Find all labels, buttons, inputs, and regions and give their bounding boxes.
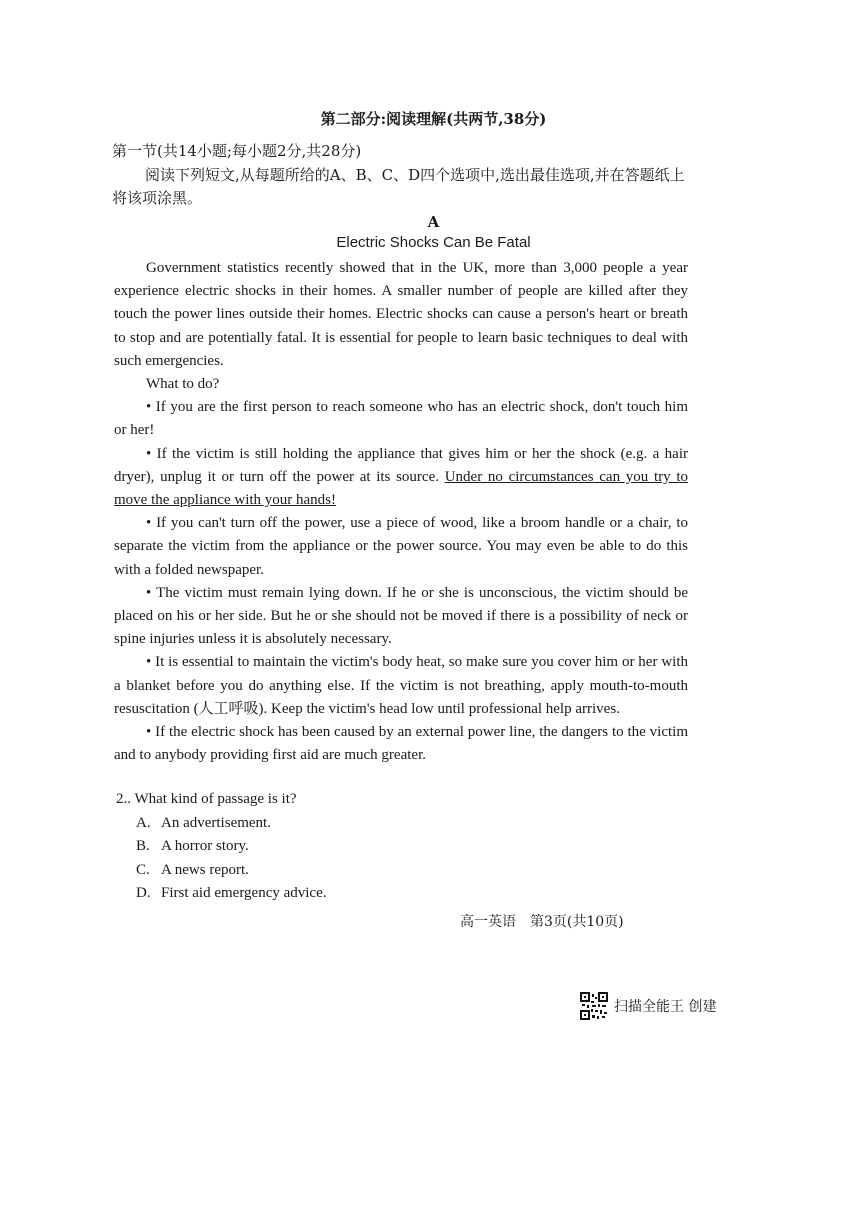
option-d [136,882,327,906]
bullet-text: If the victim is still holding the appliance that gives him or her the shock (e.g. a hair dryer), unplug it or turn off the power at its source. [114,445,688,485]
option-b [136,835,327,859]
bullet-item [114,443,688,513]
instructions: 阅读下列短文,从每题所给的A、B、C、D四个选项中,选出最佳选项,并在答题纸上将该项涂黑。 [112,166,685,207]
bullet-item: • If you can't turn off the power, use a piece of wood, like a broom handle or a chair, to separate the victim from the appliance or the power source. You may even be able to do this with a folded newspaper. [114,512,688,582]
bullet-item: • If you are the first person to reach someone who has an electric shock, don't touch him or her! [114,396,688,442]
passage-letter: A [427,213,440,231]
question-block [116,788,327,906]
option-text: A news report. [161,861,249,878]
option-text: First aid emergency advice. [161,885,327,901]
scanner-watermark [580,992,716,1020]
intro-paragraph: Government statistics recently showed that in the UK, more than 3,000 people a year experience electric shocks in their homes. A smaller number of people are killed after they touch the power lines outside their homes. Electric shocks can cause a person's heart or breath to stop and are potentially fatal. It is essential for people to learn basic techniques to deal with such emergencies. [114,260,688,369]
bullet-item: • If the electric shock has been caused by an external power line, the dangers to the victim and to anybody providing first aid are much greater. [114,721,688,767]
bullet-item: • It is essential to maintain the victim's body heat, so make sure you cover him or her with a blanket before you do anything else. If the victim is not breathing, apply mouth-to-mouth resuscitation (人工呼吸). Keep the victim's head low until professional help arrives. [114,651,688,721]
page-footer: 高一英语 第3页(共10页) [460,914,624,930]
underlined-warning: Under no circumstances can you try to move the appliance with your hands! [114,468,689,509]
passage-title: Electric Shocks Can Be Fatal [336,234,531,251]
option-letter: A. [136,814,151,831]
option-c [136,859,327,883]
section-title: 第二部分:阅读理解(共两节,38分) [320,110,547,128]
question-stem: 2.. What kind of passage is it? [116,791,297,807]
option-letter: C. [136,861,150,878]
option-text: An advertisement. [161,814,271,831]
option-letter: B. [136,838,150,854]
subsection-heading: 第一节(共14小题;每小题2分,共28分) [112,142,362,160]
option-text: A horror story. [161,838,249,854]
qr-code-icon [580,992,608,1020]
what-to-do-heading: What to do? [146,376,220,393]
passage-body [114,257,688,767]
watermark-text: 扫描全能王 创建 [614,999,717,1015]
bullet-item: • The victim must remain lying down. If he or she is unconscious, the victim should be placed on his or her side. But he or she should not be moved if there is a possibility of neck or spine injuries unless it is absolutely necessary. [114,582,688,652]
option-a [136,812,327,836]
option-letter: D. [136,885,151,901]
